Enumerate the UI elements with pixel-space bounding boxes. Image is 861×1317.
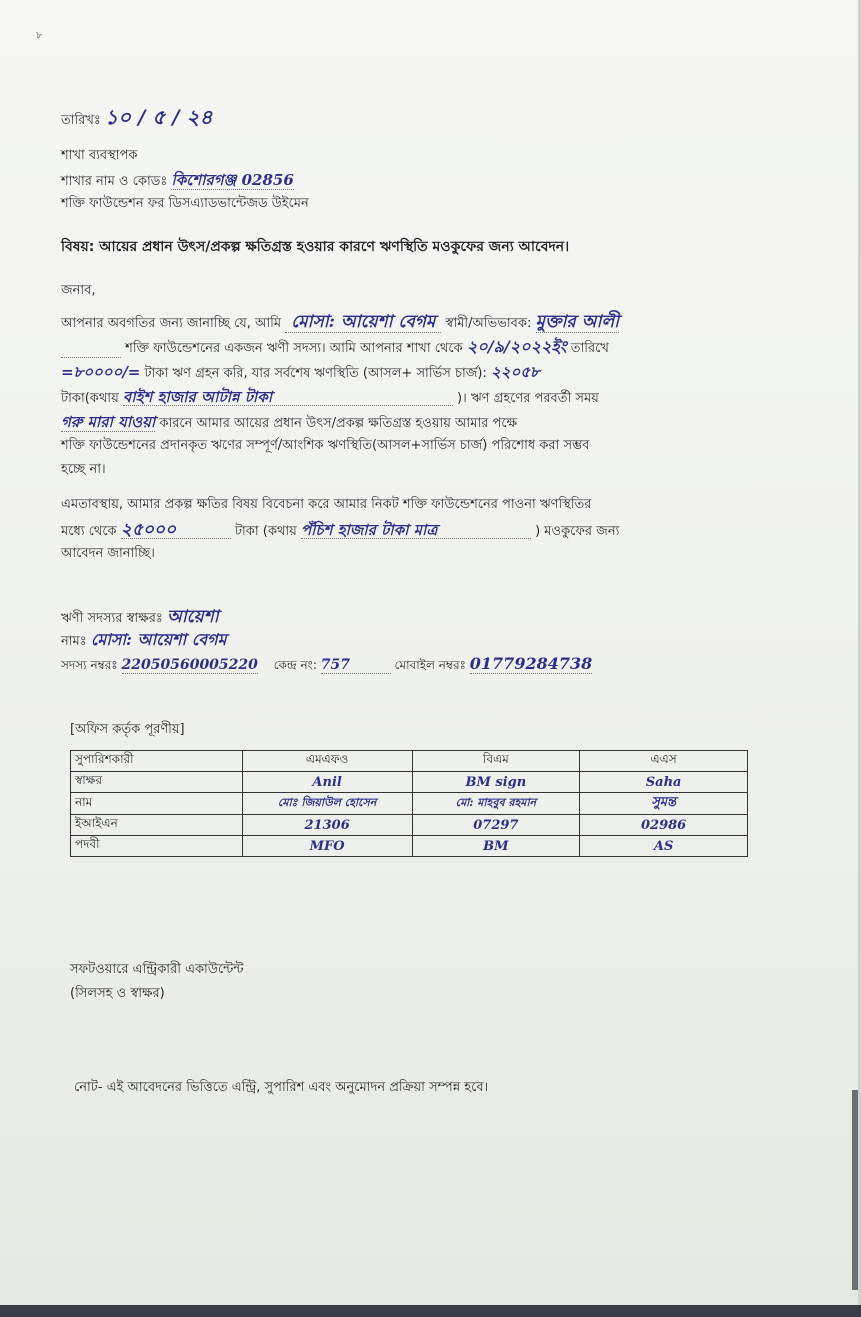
- center-label: কেন্দ্র নং:: [273, 658, 317, 672]
- para1-line7: হচ্ছে না।: [61, 462, 106, 477]
- para1-line1: [61, 314, 619, 332]
- table-cell: Saha: [580, 772, 748, 793]
- para1-text-h: কারনে আমার আয়ের প্রধান উৎস/প্রকল্প ক্ষতিগ্রস্ত হওয়ায় আমার পক্ষে: [159, 416, 518, 431]
- para1-line4: [61, 389, 599, 407]
- borrower-name-row: [61, 632, 227, 650]
- loan-amount-value: =৮০০০০/=: [61, 363, 141, 381]
- bottom-strip: [0, 1305, 861, 1317]
- table-cell: স্বাক্ষর: [71, 772, 243, 793]
- note-line: নোট- এই আবেদনের ভিত্তিতে এন্ট্রি, সুপারিশ এবং অনুমোদন প্রক্রিয়া সম্পন্ন হবে।: [74, 1080, 489, 1095]
- borrower-signature: আয়েশা: [166, 607, 219, 627]
- branch-value: কিশোরগঞ্জ 02856: [171, 171, 294, 189]
- table-row: [71, 793, 748, 815]
- para1-text-a: আপনার অবগতির জন্য জানাচ্ছি যে, আমি: [61, 316, 282, 331]
- table-header-row: [71, 751, 748, 772]
- table-cell: BM sign: [412, 772, 580, 793]
- table-row: [71, 836, 748, 857]
- member-number-value: 22050560005220: [121, 657, 258, 673]
- center-value: 757: [321, 657, 391, 674]
- salutation: জনাব,: [61, 283, 96, 298]
- page-edge-shadow: [852, 1090, 858, 1290]
- table-cell: নাম: [71, 793, 243, 815]
- table-cell: Anil: [242, 772, 412, 793]
- table-cell: BM: [412, 836, 580, 857]
- table-cell: 07297: [412, 815, 580, 836]
- table-header: এএস: [580, 751, 748, 772]
- waive-amount-value: ২৫০০০: [121, 522, 231, 539]
- borrower-signature-label: ঋণী সদস্যর স্বাক্ষরঃ: [61, 611, 163, 626]
- table-cell: মোঃ জিয়াউল হোসেন: [242, 793, 412, 815]
- para1-text-b: স্বামী/অভিভাবক:: [445, 316, 532, 331]
- table-cell: সুমন্ত: [580, 793, 748, 815]
- table-header: সুপারিশকারী: [71, 751, 243, 772]
- borrower-signature-row: [61, 609, 219, 627]
- borrower-name-label: নামঃ: [61, 634, 87, 649]
- table-cell: 21306: [242, 815, 412, 836]
- para1-line3: [61, 364, 540, 382]
- branch-label: শাখার নাম ও কোডঃ: [61, 174, 168, 189]
- para2-text-c: ) মওকুফের জন্য: [535, 524, 620, 539]
- table-cell: পদবী: [71, 836, 243, 857]
- para1-text-e: টাকা ঋণ গ্রহন করি, যার সর্বশেষ ঋণস্থিতি (আসল+ সার্ভিস চার্জ):: [144, 366, 487, 381]
- para1-line2: [61, 339, 609, 358]
- accountant-line2: (সিলসহ ও স্বাক্ষর): [70, 986, 165, 1001]
- borrower-name-value: মোসা: আয়েশা বেগম: [90, 630, 227, 649]
- office-heading: [অফিস কর্তৃক পূরণীয়]: [70, 722, 185, 737]
- para1-text-g: )। ঋণ গ্রহণের পরবর্তী সময়: [457, 391, 599, 406]
- table-header: বিএম: [412, 751, 580, 772]
- date-row: [61, 105, 213, 129]
- para2-text-a: মধ্যে থেকে: [61, 524, 117, 539]
- branch-row: [61, 172, 294, 190]
- table-cell: ইআইএন: [71, 815, 243, 836]
- guardian-value: মুক্তার আলী: [535, 312, 620, 332]
- date-label: তারিখঃ: [61, 113, 101, 128]
- para1-text-f: টাকা(কথায়: [61, 391, 119, 406]
- table-header: এমএফও: [242, 751, 412, 772]
- waive-words-value: পঁচিশ হাজার টাকা মাত্র: [301, 522, 531, 539]
- table-cell: মো: মাহবুব রহমান: [412, 793, 580, 815]
- table-cell: MFO: [242, 836, 412, 857]
- accountant-line1: সফটওয়ারে এন্ট্রিকারী একাউন্টেন্ট: [70, 962, 244, 977]
- blank-fill: [61, 341, 121, 358]
- para1-text-d: তারিখে: [570, 341, 609, 356]
- para1-line5: [61, 414, 517, 432]
- table-cell: AS: [580, 836, 748, 857]
- para2-line3: আবেদন জানাচ্ছি।: [61, 546, 155, 561]
- loan-date-value: ২০/৯/২০২২ইং: [466, 337, 567, 356]
- subject-line: বিষয়: আয়ের প্রধান উৎস/প্রকল্প ক্ষতিগ্রস্ত হওয়ার কারণে ঋণস্থিতি মওকুফের জন্য আবেদন।: [61, 239, 570, 255]
- organization-name: শক্তি ফাউন্ডেশন ফর ডিসএ্যাডভান্টেজড উইমেন: [61, 196, 309, 211]
- member-name-value: মোসা: আয়েশা বেগম: [285, 312, 441, 333]
- para1-text-c: শক্তি ফাউন্ডেশনের একজন ঋণী সদস্য। আমি আপনার শাখা থেকে: [125, 341, 463, 356]
- reason-value: গরু মারা যাওয়া: [61, 413, 156, 431]
- table-row: [71, 815, 748, 836]
- para1-line6: শক্তি ফাউন্ডেশনের প্রদানকৃত ঋণের সম্পূর্ণ/আংশিক ঋণস্থিতি(আসল+সার্ভিস চার্জ) পরিশোধ করা সম্ভব: [61, 438, 590, 453]
- para2-line1: এমতাবস্থায়, আমার প্রকল্প ক্ষতির বিষয় বিবেচনা করে আমার নিকট শক্তি ফাউন্ডেশনের পাওনা ঋণস্থিতির: [61, 497, 592, 512]
- member-number-label: সদস্য নম্বরঃ: [61, 658, 118, 672]
- para2-line2: [61, 522, 619, 540]
- borrower-ids-row: [61, 656, 592, 674]
- balance-words-value: বাইশ হাজার আটান্ন টাকা: [123, 389, 453, 406]
- table-row: [71, 772, 748, 793]
- recipient-title: শাখা ব্যবস্থাপক: [61, 148, 138, 163]
- mobile-label: মোবাইল নম্বরঃ: [394, 658, 466, 672]
- para2-text-b: টাকা (কথায়: [234, 524, 297, 539]
- date-value: ১০ / ৫ / ২৪: [105, 105, 213, 129]
- recommendation-table: [70, 750, 748, 857]
- balance-value: ২২০৫৮: [490, 363, 540, 381]
- table-cell: 02986: [580, 815, 748, 836]
- corner-mark: ৮: [36, 30, 43, 41]
- mobile-value: 01779284738: [469, 654, 593, 673]
